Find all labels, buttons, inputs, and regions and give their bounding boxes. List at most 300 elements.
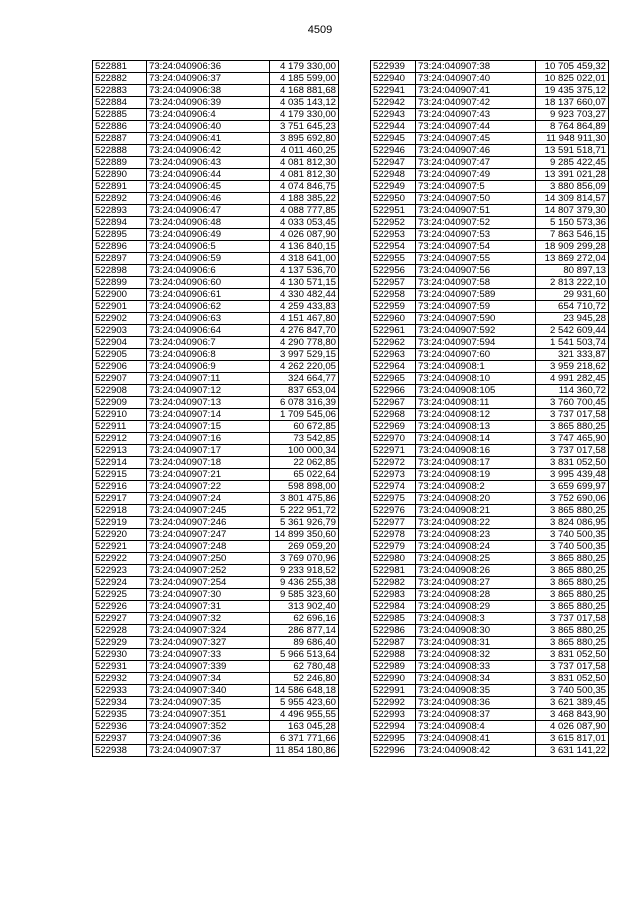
cadastral-value-cell: 80 897,13 — [536, 265, 609, 277]
row-number-cell: 522891 — [93, 181, 147, 193]
cadastral-value-cell: 321 333,87 — [536, 349, 609, 361]
cadastral-number-cell: 73:24:040906:47 — [147, 205, 270, 217]
row-number-cell: 522940 — [371, 73, 416, 85]
row-number-cell: 522926 — [93, 601, 147, 613]
table-row — [93, 589, 339, 601]
table-row — [371, 133, 609, 145]
row-number-cell: 522898 — [93, 265, 147, 277]
table-row — [93, 121, 339, 133]
cadastral-value-cell: 9 233 918,52 — [270, 565, 339, 577]
row-number-cell: 522986 — [371, 625, 416, 637]
cadastral-number-cell: 73:24:040907:41 — [416, 85, 536, 97]
cadastral-value-cell: 3 468 843,90 — [536, 709, 609, 721]
cadastral-value-cell: 3 865 880,25 — [536, 553, 609, 565]
row-number-cell: 522941 — [371, 85, 416, 97]
table-row — [93, 637, 339, 649]
cadastral-number-cell: 73:24:040907:24 — [147, 493, 270, 505]
table-row — [371, 85, 609, 97]
row-number-cell: 522886 — [93, 121, 147, 133]
cadastral-number-cell: 73:24:040908:21 — [416, 505, 536, 517]
row-number-cell: 522985 — [371, 613, 416, 625]
table-row — [371, 601, 609, 613]
cadastral-number-cell: 73:24:040906:61 — [147, 289, 270, 301]
table-row — [93, 661, 339, 673]
cadastral-number-cell: 73:24:040907:22 — [147, 481, 270, 493]
cadastral-value-cell: 269 059,20 — [270, 541, 339, 553]
cadastral-number-cell: 73:24:040907:17 — [147, 445, 270, 457]
row-number-cell: 522956 — [371, 265, 416, 277]
cadastral-number-cell: 73:24:040907:15 — [147, 421, 270, 433]
table-row — [93, 145, 339, 157]
table-row — [93, 493, 339, 505]
table-row — [371, 121, 609, 133]
cadastral-number-cell: 73:24:040907:40 — [416, 73, 536, 85]
table-row — [93, 697, 339, 709]
row-number-cell: 522910 — [93, 409, 147, 421]
cadastral-value-cell: 3 865 880,25 — [536, 421, 609, 433]
cadastral-value-cell: 22 062,85 — [270, 457, 339, 469]
table-row — [371, 385, 609, 397]
table-row — [93, 349, 339, 361]
table-row — [93, 649, 339, 661]
row-number-cell: 522892 — [93, 193, 147, 205]
table-row — [371, 349, 609, 361]
row-number-cell: 522946 — [371, 145, 416, 157]
row-number-cell: 522919 — [93, 517, 147, 529]
cadastral-number-cell: 73:24:040907:13 — [147, 397, 270, 409]
row-number-cell: 522884 — [93, 97, 147, 109]
cadastral-number-cell: 73:24:040906:37 — [147, 73, 270, 85]
cadastral-value-cell: 4 081 812,30 — [270, 157, 339, 169]
table-row — [371, 469, 609, 481]
table-row — [93, 481, 339, 493]
cadastral-number-cell: 73:24:040908:105 — [416, 385, 536, 397]
cadastral-number-cell: 73:24:040907:47 — [416, 157, 536, 169]
cadastral-value-cell: 6 371 771,66 — [270, 733, 339, 745]
table-row — [371, 145, 609, 157]
row-number-cell: 522983 — [371, 589, 416, 601]
cadastral-value-cell: 14 309 814,57 — [536, 193, 609, 205]
cadastral-number-cell: 73:24:040906:44 — [147, 169, 270, 181]
cadastral-number-cell: 73:24:040907:254 — [147, 577, 270, 589]
table-row — [93, 397, 339, 409]
table-row — [93, 73, 339, 85]
cadastral-number-cell: 73:24:040907:250 — [147, 553, 270, 565]
table-row — [93, 385, 339, 397]
row-number-cell: 522905 — [93, 349, 147, 361]
row-number-cell: 522950 — [371, 193, 416, 205]
row-number-cell: 522935 — [93, 709, 147, 721]
cadastral-value-cell: 3 995 439,48 — [536, 469, 609, 481]
table-row — [93, 133, 339, 145]
cadastral-number-cell: 73:24:040908:32 — [416, 649, 536, 661]
row-number-cell: 522896 — [93, 241, 147, 253]
cadastral-value-cell: 9 436 255,38 — [270, 577, 339, 589]
cadastral-value-cell: 14 586 648,18 — [270, 685, 339, 697]
cadastral-value-cell: 3 801 475,86 — [270, 493, 339, 505]
row-number-cell: 522974 — [371, 481, 416, 493]
cadastral-number-cell: 73:24:040908:27 — [416, 577, 536, 589]
cadastral-value-cell: 3 997 529,15 — [270, 349, 339, 361]
cadastral-value-cell: 313 902,40 — [270, 601, 339, 613]
row-number-cell: 522889 — [93, 157, 147, 169]
cadastral-value-cell: 4 074 846,75 — [270, 181, 339, 193]
table-row — [93, 709, 339, 721]
table-row — [93, 289, 339, 301]
row-number-cell: 522918 — [93, 505, 147, 517]
cadastral-value-cell: 4 035 143,12 — [270, 97, 339, 109]
cadastral-number-cell: 73:24:040907:246 — [147, 517, 270, 529]
cadastral-value-cell: 3 615 817,01 — [536, 733, 609, 745]
row-number-cell: 522900 — [93, 289, 147, 301]
row-number-cell: 522945 — [371, 133, 416, 145]
cadastral-number-cell: 73:24:040908:17 — [416, 457, 536, 469]
cadastral-value-cell: 9 285 422,45 — [536, 157, 609, 169]
row-number-cell: 522929 — [93, 637, 147, 649]
cadastral-value-cell: 73 542,85 — [270, 433, 339, 445]
cadastral-value-cell: 10 825 022,01 — [536, 73, 609, 85]
row-number-cell: 522995 — [371, 733, 416, 745]
cadastral-number-cell: 73:24:040908:26 — [416, 565, 536, 577]
cadastral-number-cell: 73:24:040908:12 — [416, 409, 536, 421]
table-row — [371, 397, 609, 409]
cadastral-number-cell: 73:24:040908:22 — [416, 517, 536, 529]
cadastral-number-cell: 73:24:040906:49 — [147, 229, 270, 241]
cadastral-value-cell: 7 863 546,15 — [536, 229, 609, 241]
page-number: 4509 — [307, 24, 333, 36]
cadastral-value-cell: 598 898,00 — [270, 481, 339, 493]
table-row — [371, 409, 609, 421]
cadastral-value-cell: 3 760 700,45 — [536, 397, 609, 409]
table-row — [93, 193, 339, 205]
cadastral-value-cell: 286 877,14 — [270, 625, 339, 637]
table-row — [371, 457, 609, 469]
row-number-cell: 522982 — [371, 577, 416, 589]
table-row — [93, 253, 339, 265]
table-row — [371, 505, 609, 517]
row-number-cell: 522907 — [93, 373, 147, 385]
cadastral-value-cell: 1 709 545,06 — [270, 409, 339, 421]
cadastral-value-cell: 4 262 220,05 — [270, 361, 339, 373]
table-row — [93, 409, 339, 421]
cadastral-number-cell: 73:24:040907:31 — [147, 601, 270, 613]
cadastral-value-cell: 3 769 070,96 — [270, 553, 339, 565]
table-row — [371, 637, 609, 649]
row-number-cell: 522911 — [93, 421, 147, 433]
table-row — [93, 169, 339, 181]
cadastral-value-cell: 10 705 459,32 — [536, 61, 609, 73]
cadastral-number-cell: 73:24:040908:20 — [416, 493, 536, 505]
row-number-cell: 522928 — [93, 625, 147, 637]
table-row — [371, 493, 609, 505]
row-number-cell: 522949 — [371, 181, 416, 193]
row-number-cell: 522917 — [93, 493, 147, 505]
cadastral-value-cell: 4 011 460,25 — [270, 145, 339, 157]
table-row — [371, 685, 609, 697]
table-row — [371, 433, 609, 445]
cadastral-number-cell: 73:24:040907:42 — [416, 97, 536, 109]
cadastral-number-cell: 73:24:040907:252 — [147, 565, 270, 577]
cadastral-number-cell: 73:24:040906:39 — [147, 97, 270, 109]
cadastral-value-cell: 3 959 218,62 — [536, 361, 609, 373]
table-row — [93, 277, 339, 289]
cadastral-value-cell: 2 813 222,10 — [536, 277, 609, 289]
cadastral-value-cell: 3 831 052,50 — [536, 649, 609, 661]
table-row — [371, 253, 609, 265]
cadastral-value-cell: 4 026 087,90 — [270, 229, 339, 241]
table-row — [371, 301, 609, 313]
row-number-cell: 522961 — [371, 325, 416, 337]
cadastral-number-cell: 73:24:040907:21 — [147, 469, 270, 481]
cadastral-value-cell: 14 807 379,30 — [536, 205, 609, 217]
table-row — [93, 601, 339, 613]
table-row — [371, 97, 609, 109]
cadastral-number-cell: 73:24:040907:590 — [416, 313, 536, 325]
cadastral-number-cell: 73:24:040906:41 — [147, 133, 270, 145]
row-number-cell: 522924 — [93, 577, 147, 589]
cadastral-value-cell: 1 541 503,74 — [536, 337, 609, 349]
row-number-cell: 522942 — [371, 97, 416, 109]
table-row — [371, 553, 609, 565]
row-number-cell: 522937 — [93, 733, 147, 745]
table-row — [371, 661, 609, 673]
table-row — [371, 589, 609, 601]
cadastral-value-cell: 4 259 433,83 — [270, 301, 339, 313]
cadastral-value-cell: 9 923 703,27 — [536, 109, 609, 121]
cadastral-number-cell: 73:24:040907:52 — [416, 217, 536, 229]
cadastral-number-cell: 73:24:040907:32 — [147, 613, 270, 625]
row-number-cell: 522882 — [93, 73, 147, 85]
register-table-left — [92, 60, 339, 757]
row-number-cell: 522972 — [371, 457, 416, 469]
row-number-cell: 522980 — [371, 553, 416, 565]
cadastral-value-cell: 14 899 350,60 — [270, 529, 339, 541]
table-row — [93, 109, 339, 121]
cadastral-value-cell: 100 000,34 — [270, 445, 339, 457]
row-number-cell: 522890 — [93, 169, 147, 181]
table-row — [371, 157, 609, 169]
cadastral-value-cell: 62 696,16 — [270, 613, 339, 625]
cadastral-number-cell: 73:24:040907:339 — [147, 661, 270, 673]
cadastral-number-cell: 73:24:040907:594 — [416, 337, 536, 349]
row-number-cell: 522976 — [371, 505, 416, 517]
cadastral-number-cell: 73:24:040907:59 — [416, 301, 536, 313]
row-number-cell: 522973 — [371, 469, 416, 481]
cadastral-value-cell: 3 895 692,80 — [270, 133, 339, 145]
cadastral-number-cell: 73:24:040906:36 — [147, 61, 270, 73]
table-row — [93, 373, 339, 385]
cadastral-number-cell: 73:24:040907:44 — [416, 121, 536, 133]
cadastral-number-cell: 73:24:040907:55 — [416, 253, 536, 265]
row-number-cell: 522932 — [93, 673, 147, 685]
cadastral-number-cell: 73:24:040907:49 — [416, 169, 536, 181]
table-row — [371, 373, 609, 385]
cadastral-value-cell: 3 737 017,58 — [536, 661, 609, 673]
row-number-cell: 522977 — [371, 517, 416, 529]
table-row — [93, 265, 339, 277]
table-row — [93, 565, 339, 577]
cadastral-value-cell: 13 591 518,71 — [536, 145, 609, 157]
cadastral-value-cell: 13 391 021,28 — [536, 169, 609, 181]
row-number-cell: 522927 — [93, 613, 147, 625]
row-number-cell: 522938 — [93, 745, 147, 757]
table-row — [371, 517, 609, 529]
cadastral-number-cell: 73:24:040907:38 — [416, 61, 536, 73]
table-row — [93, 745, 339, 757]
table-row — [93, 325, 339, 337]
cadastral-number-cell: 73:24:040907:30 — [147, 589, 270, 601]
cadastral-number-cell: 73:24:040908:2 — [416, 481, 536, 493]
row-number-cell: 522906 — [93, 361, 147, 373]
table-row — [371, 241, 609, 253]
cadastral-number-cell: 73:24:040906:9 — [147, 361, 270, 373]
cadastral-number-cell: 73:24:040907:327 — [147, 637, 270, 649]
cadastral-value-cell: 3 865 880,25 — [536, 637, 609, 649]
cadastral-number-cell: 73:24:040906:6 — [147, 265, 270, 277]
table-row — [93, 205, 339, 217]
cadastral-value-cell: 5 222 951,72 — [270, 505, 339, 517]
table-row — [371, 337, 609, 349]
cadastral-number-cell: 73:24:040907:16 — [147, 433, 270, 445]
table-row — [93, 97, 339, 109]
table-row — [371, 361, 609, 373]
cadastral-value-cell: 4 276 847,70 — [270, 325, 339, 337]
row-number-cell: 522962 — [371, 337, 416, 349]
row-number-cell: 522963 — [371, 349, 416, 361]
table-row — [93, 529, 339, 541]
table-row — [93, 541, 339, 553]
cadastral-number-cell: 73:24:040906:63 — [147, 313, 270, 325]
cadastral-value-cell: 3 865 880,25 — [536, 505, 609, 517]
row-number-cell: 522978 — [371, 529, 416, 541]
cadastral-number-cell: 73:24:040907:34 — [147, 673, 270, 685]
row-number-cell: 522960 — [371, 313, 416, 325]
table-row — [371, 277, 609, 289]
cadastral-number-cell: 73:24:040907:45 — [416, 133, 536, 145]
row-number-cell: 522952 — [371, 217, 416, 229]
row-number-cell: 522990 — [371, 673, 416, 685]
table-row — [371, 709, 609, 721]
table-row — [371, 625, 609, 637]
row-number-cell: 522993 — [371, 709, 416, 721]
table-row — [93, 625, 339, 637]
row-number-cell: 522944 — [371, 121, 416, 133]
cadastral-number-cell: 73:24:040906:46 — [147, 193, 270, 205]
row-number-cell: 522947 — [371, 157, 416, 169]
cadastral-number-cell: 73:24:040907:324 — [147, 625, 270, 637]
cadastral-number-cell: 73:24:040908:16 — [416, 445, 536, 457]
row-number-cell: 522989 — [371, 661, 416, 673]
cadastral-value-cell: 3 865 880,25 — [536, 565, 609, 577]
cadastral-number-cell: 73:24:040907:352 — [147, 721, 270, 733]
cadastral-value-cell: 29 931,60 — [536, 289, 609, 301]
table-row — [93, 517, 339, 529]
table-row — [93, 553, 339, 565]
row-number-cell: 522957 — [371, 277, 416, 289]
table-row — [93, 313, 339, 325]
row-number-cell: 522930 — [93, 649, 147, 661]
register-table-right — [370, 60, 609, 757]
cadastral-number-cell: 73:24:040907:248 — [147, 541, 270, 553]
row-number-cell: 522894 — [93, 217, 147, 229]
table-row — [93, 733, 339, 745]
cadastral-value-cell: 3 752 690,06 — [536, 493, 609, 505]
cadastral-number-cell: 73:24:040908:35 — [416, 685, 536, 697]
cadastral-number-cell: 73:24:040907:53 — [416, 229, 536, 241]
cadastral-value-cell: 4 130 571,15 — [270, 277, 339, 289]
row-number-cell: 522903 — [93, 325, 147, 337]
cadastral-value-cell: 4 179 330,00 — [270, 109, 339, 121]
cadastral-value-cell: 3 865 880,25 — [536, 577, 609, 589]
row-number-cell: 522954 — [371, 241, 416, 253]
cadastral-value-cell: 3 631 141,22 — [536, 745, 609, 757]
cadastral-value-cell: 3 880 856,09 — [536, 181, 609, 193]
cadastral-value-cell: 3 831 052,50 — [536, 457, 609, 469]
cadastral-number-cell: 73:24:040908:11 — [416, 397, 536, 409]
cadastral-value-cell: 654 710,72 — [536, 301, 609, 313]
table-row — [93, 361, 339, 373]
row-number-cell: 522915 — [93, 469, 147, 481]
cadastral-number-cell: 73:24:040906:4 — [147, 109, 270, 121]
cadastral-number-cell: 73:24:040907:35 — [147, 697, 270, 709]
table-row — [371, 289, 609, 301]
cadastral-value-cell: 3 831 052,50 — [536, 673, 609, 685]
cadastral-value-cell: 324 664,77 — [270, 373, 339, 385]
row-number-cell: 522959 — [371, 301, 416, 313]
table-row — [93, 613, 339, 625]
cadastral-value-cell: 3 740 500,35 — [536, 541, 609, 553]
row-number-cell: 522943 — [371, 109, 416, 121]
row-number-cell: 522921 — [93, 541, 147, 553]
table-row — [93, 229, 339, 241]
row-number-cell: 522925 — [93, 589, 147, 601]
cadastral-number-cell: 73:24:040908:23 — [416, 529, 536, 541]
cadastral-value-cell: 4 330 482,44 — [270, 289, 339, 301]
row-number-cell: 522902 — [93, 313, 147, 325]
row-number-cell: 522897 — [93, 253, 147, 265]
cadastral-number-cell: 73:24:040906:60 — [147, 277, 270, 289]
row-number-cell: 522888 — [93, 145, 147, 157]
row-number-cell: 522958 — [371, 289, 416, 301]
cadastral-number-cell: 73:24:040906:40 — [147, 121, 270, 133]
cadastral-value-cell: 5 361 926,79 — [270, 517, 339, 529]
row-number-cell: 522901 — [93, 301, 147, 313]
table-row — [371, 745, 609, 757]
row-number-cell: 522887 — [93, 133, 147, 145]
cadastral-number-cell: 73:24:040906:45 — [147, 181, 270, 193]
table-row — [371, 529, 609, 541]
cadastral-value-cell: 2 542 609,44 — [536, 325, 609, 337]
cadastral-value-cell: 18 137 660,07 — [536, 97, 609, 109]
table-row — [371, 697, 609, 709]
row-number-cell: 522948 — [371, 169, 416, 181]
cadastral-number-cell: 73:24:040906:43 — [147, 157, 270, 169]
cadastral-number-cell: 73:24:040908:29 — [416, 601, 536, 613]
row-number-cell: 522912 — [93, 433, 147, 445]
row-number-cell: 522955 — [371, 253, 416, 265]
row-number-cell: 522969 — [371, 421, 416, 433]
row-number-cell: 522883 — [93, 85, 147, 97]
cadastral-number-cell: 73:24:040906:8 — [147, 349, 270, 361]
table-row — [93, 457, 339, 469]
table-row — [371, 565, 609, 577]
table-row — [371, 673, 609, 685]
table-row — [371, 541, 609, 553]
cadastral-value-cell: 5 150 573,36 — [536, 217, 609, 229]
table-row — [93, 421, 339, 433]
cadastral-value-cell: 11 948 911,30 — [536, 133, 609, 145]
cadastral-value-cell: 3 740 500,35 — [536, 685, 609, 697]
